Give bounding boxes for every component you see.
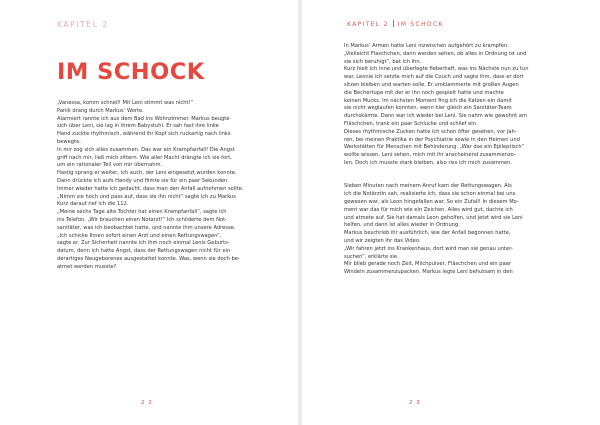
text-line: Hastig sprang er weiter, ich auch, der Leni eingesetzt wurden konnte. <box>57 170 237 177</box>
body-text-left <box>57 100 275 272</box>
text-line: sagte er. Zur Sicherheit nannte ich ihm noch einmal Lenis Geburts- <box>57 240 230 247</box>
text-line: und wir zeigten ihr das Video. <box>344 237 421 244</box>
body-text-right <box>344 43 558 277</box>
text-line: suchen“, erklärte sie. <box>344 253 399 260</box>
text-line: Dann drückte ich aufs Handy und filmte sie für ein paar Sekunden. <box>57 177 229 184</box>
text-line: ich die Notärztin sah, realisierte ich, dass sie schon einmal bei uns <box>344 191 516 198</box>
text-line: „Vanessa, komm schnell! Mit Leni stimmt was nicht!“ <box>57 100 194 106</box>
text-line: len. Doch ich musste stark bleiben, also riss ich mich zusammen. <box>344 159 513 166</box>
chapter-title: IM SCHOCK <box>57 59 205 85</box>
text-line: ren, bei meinen Praktika in der Psychiatrie sowie in den Heimen und <box>344 136 520 143</box>
left-page <box>0 0 298 425</box>
text-line: sanitäter, was ich beobachtet hatte, und nannte ihm unsere Adresse. <box>57 224 236 231</box>
running-head-separator <box>393 20 394 27</box>
text-line: „Meine sechs Tage alte Tochter hat einen Krampfanfall“, sagte ich <box>57 209 227 216</box>
running-head <box>347 20 444 28</box>
text-line: Werkstätten für Menschen mit Behinderung. „War das ein Epileptisch“ <box>344 144 525 151</box>
text-line: Fläschchen, trank ein paar Schlucke und schlief ein. <box>344 120 478 127</box>
text-line: In mir zog sich alles zusammen. Das war ein Krampfanfall! Die Angst <box>57 146 235 153</box>
text-line: In Markus’ Armen hatte Leni inzwischen aufgehört zu krampfen. <box>344 43 509 49</box>
text-line: griff nach mir, ließ mich zittern. Wie aller Macht drängte ich sie fort, <box>57 154 232 161</box>
text-line: Sieben Minuten nach meinem Anruf kam der Rettungswagen. Als <box>344 183 512 190</box>
page-number: 2 2 <box>141 400 153 406</box>
paragraph-gap <box>344 176 558 184</box>
text-line: wollte wissen, Leni sehen, mich mit ihr anscheinend zusammenzo- <box>344 152 516 159</box>
text-line: ins Telefon. „Wir brauchen einen Notarzt!“ Ich schilderte dem Not- <box>57 216 227 223</box>
text-line: durchskämte. Dann war ich wieder bei Leni. Sie nahm wie gewohnt am <box>344 113 527 120</box>
text-line: sie sich beruhigt“, bat ich ihn. <box>344 58 422 65</box>
text-line: keinen Mucks. Im nächsten Moment fing ich die Katzen ein damit <box>344 97 512 104</box>
text-line: sitzen bleiben und warten solle. Er umklammerte mit großen Augen <box>344 81 519 88</box>
text-line: „Nimm sie hoch und pass auf, dass sie ihn nicht“ sagte ich zu Markus <box>57 193 236 200</box>
text-line: sie nicht weglaufen konnten, wenn hier gleich ein Sanitäter-Team <box>344 105 512 112</box>
text-line: Mir blieb gerade noch Zeit, Milchpulver, Fläschchen und ein paar <box>344 261 511 268</box>
text-line: sich über Leni, sie lag in ihrem Babystuhl. Er sah fast ihre linke <box>57 123 219 130</box>
text-line: Immer wieder hatte ich gedacht, dass man den Anfall aufnehmen sollte. <box>57 185 244 192</box>
text-line: Windeln zusammenzupacken. Markus legte Leni behutsam in den <box>344 269 513 276</box>
text-line: Kurz darauf rief ich die 112. <box>57 201 129 208</box>
text-line: Markus beschrieb ihr ausführlich, wie der Anfall begonnen hatte, <box>344 230 511 237</box>
text-line: „Vielleicht Flaschchen, dann werden sehen, ob alles in Ordnung ist und <box>344 50 527 57</box>
text-line: ment war das für mich wie ein Zeichen. Alles wird gut, dachte ich <box>344 206 513 213</box>
text-line: helfen, und dann ist alles wieder in Ordnung. <box>344 222 460 229</box>
running-head-chapter: KAPITEL 2 <box>347 21 389 28</box>
text-line: „Ich schicke Ihnen sofort einen Arzt und einen Rettungswagen“, <box>57 232 222 239</box>
text-line: Dieses rhythmische Zucken hatte ich schon öfter gesehen, vor Jah- <box>344 128 517 135</box>
right-page <box>302 0 600 425</box>
text-line: bewegte. <box>57 138 81 145</box>
text-line: Alarmiert rannte ich aus dem Bad ins Wohnzimmer. Markus beugte <box>57 115 230 122</box>
text-line: atmet werden musste? <box>57 263 117 270</box>
text-line: „Wir fahren jetzt ins Krankenhaus, dort wird man sie genau unter- <box>344 245 513 252</box>
text-line: derartiges Neugeborenes ausgestattet konnte. Was, wenn sie doch be- <box>57 255 240 262</box>
text-line: und atmete auf. Sie hat damals Leon geholfen, und jetzt wird sie Leni <box>344 214 523 221</box>
page-number: 2 3 <box>409 400 421 406</box>
text-line: war. Leonie ich setzte mich auf die Couch und sagte ihm, dass er dort <box>344 74 524 81</box>
text-line: datum, denn ich hatte Angst, dass der Rettungswagen nicht für ein <box>57 248 231 255</box>
text-line: um ein rationaler Teil von mir übernahm. <box>57 162 163 169</box>
text-line: Panik drang durch Markus’ Worte. <box>57 107 144 114</box>
running-head-chapter: KAPITEL 2 <box>57 20 109 29</box>
text-line: gewesen war, als Leon hingefallen war. So ein Zufall! In diesem Mo- <box>344 198 519 205</box>
text-line: die Bechertupe mit der er ihn noch gespielt hatte und machte <box>344 89 504 96</box>
text-line: Kurz hielt ich inne und überlegte fieberhaft, was ins Nächste nun zu tun <box>344 66 529 73</box>
text-line: Hand zuckte rhythmisch, während ihr Kopf sich ruckartig nach links <box>57 131 231 138</box>
paragraph-gap <box>344 168 558 176</box>
running-head-title: IM SCHOCK <box>397 21 444 28</box>
